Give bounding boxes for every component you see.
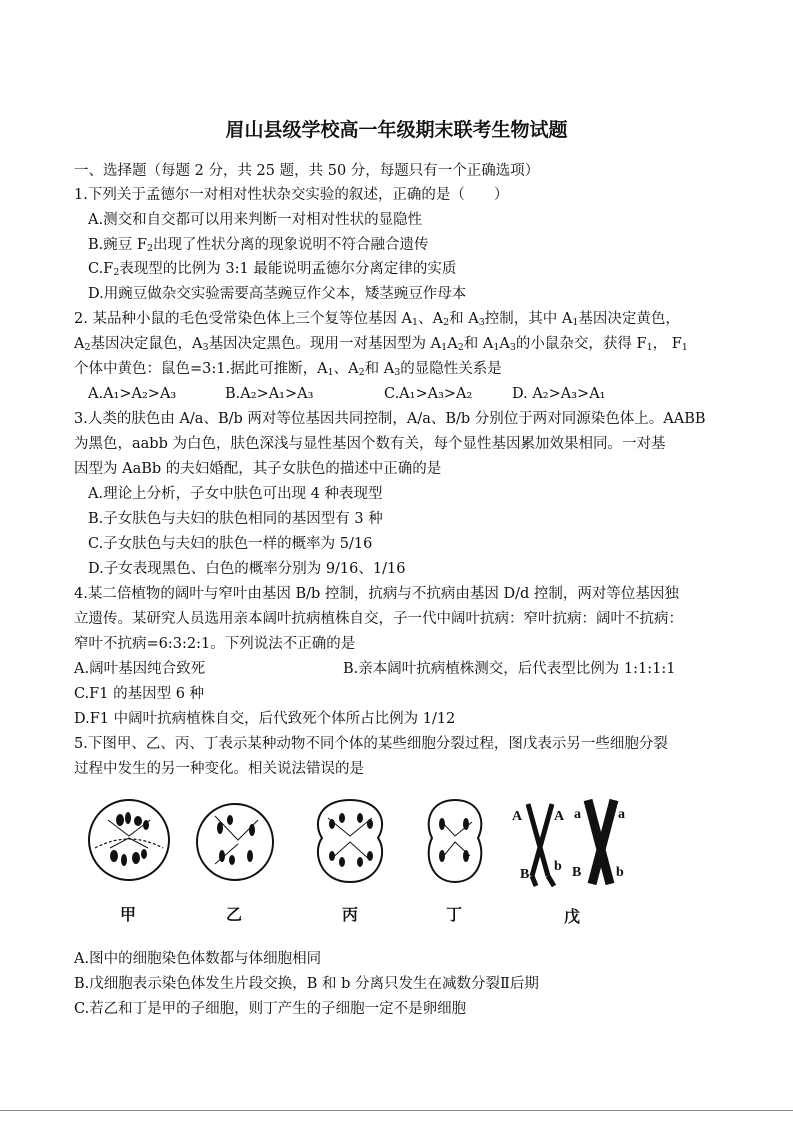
q1-option-a: A.测交和自交都可以用来判断一对相对性状的显隐性 [88,212,423,228]
figure-label-yi: 乙 [226,905,243,924]
q4-stem-line2: 立遗传。某研究人员选用亲本阔叶抗病植株自交，子一代中阔叶抗病：窄叶抗病：阔叶不抗病： [74,611,683,627]
q4-option-a: A.阔叶基因纯合致死 [74,661,206,677]
figure-label-wu: 戊 [564,907,581,926]
chromosome-pair-wu [528,800,614,886]
q3-stem-line2: 为黑色，aabb 为白色，肤色深浅与显性基因个数有关，每个显性基因累加效果相同。一对基 [74,436,666,452]
figure-label-jia: 甲 [120,905,137,924]
q4-option-d: D.F1 中阔叶抗病植株自交，后代致死个体所占比例为 1/12 [74,711,456,727]
q1-stem: 1.下列关于孟德尔一对相对性状杂交实验的叙述，正确的是（ ） [74,187,509,203]
q3-stem-line3: 因型为 AaBb 的夫妇婚配，其子女肤色的描述中正确的是 [74,461,442,477]
q4-option-b: B.亲本阔叶抗病植株测交，后代表型比例为 1:1:1:1 [343,661,676,677]
q1-option-c: $C.F_2$表现型的比例为 3:1 最能说明孟德尔分离定律的实质 [88,261,457,278]
allele-label-B-left: B [520,867,530,882]
allele-label-a-right: a [574,807,581,822]
q5-option-b: B.戊细胞表示染色体发生片段交换，B 和 b 分离只发生在减数分裂Ⅱ后期 [74,976,539,992]
allele-label-b-right: b [616,865,624,880]
cell-yi [197,804,273,880]
allele-label-B-right: B [572,865,582,880]
q5-stem-line1: 5.下图甲、乙、丙、丁表示某种动物不同个体的某些细胞分裂过程，图戊表示另一些细胞分裂 [74,736,668,752]
q4-stem-line3: 窄叶不抗病=6:3:2:1。下列说法不正确的是 [74,636,356,652]
allele-label-a-far: a [618,807,625,822]
q1-option-b: B.豌豆 $F_2$出现了性状分离的现象说明不符合融合遗传 [88,237,429,254]
allele-label-A-left: A [512,809,523,824]
cell-jia [89,800,169,880]
q5-stem-line2: 过程中发生的另一种变化。相关说法错误的是 [74,761,364,777]
figure-label-bing: 丙 [342,905,359,924]
q3-option-c: C.子女肤色与夫妇的肤色一样的概率为 5/16 [88,536,373,552]
q5-option-c: C.若乙和丁是甲的子细胞，则丁产生的子细胞一定不是卵细胞 [74,1001,467,1017]
q2-stem-line1: 2. 某品种小鼠的毛色受常染色体上三个复等位基因 $A_1$、$A_2$和 $A_3$控制，其中 $A_1$基因决定黄色， [74,311,680,328]
q2-option-d: D. A₂>A₃>A₁ [512,386,606,402]
q4-option-c: C.F1 的基因型 6 种 [74,686,205,702]
q4-stem-line1: 4.某二倍植物的阔叶与窄叶由基因 B/b 控制，抗病与不抗病由基因 D/d 控制，两对等位基因独 [74,586,679,602]
q2-option-b: B.A₂>A₁>A₃ [225,386,314,402]
allele-label-A-right: A [554,809,565,824]
q2-option-a: A.A₁>A₂>A₃ [88,386,177,402]
allele-label-b-left: b [554,859,562,874]
exam-title: 眉山县级学校高一年级期末联考生物试题 [225,119,568,141]
page-bottom-rule [0,1110,793,1111]
q3-option-d: D.子女表现黑色、白色的概率分别为 9/16、1/16 [88,561,406,577]
q3-stem-line1: 3.人类的肤色由 A/a、B/b 两对等位基因共同控制，A/a、B/b 分别位于两对同源染色体上。AABB [74,411,706,427]
q2-stem-line3: 个体中黄色：鼠色=3:1.据此可推断，$A_1$、$A_2$和 $A_3$的显隐性关系是 [74,361,502,378]
q2-stem-line2: $A_2$基因决定鼠色，$A_3$基因决定黑色。现用一对基因型为 $A_1A_2$和 $A_1A_3$的小鼠杂交，获得 $F_1$， $F_1$ [74,336,688,353]
q1-option-d: D.用豌豆做杂交实验需要高茎豌豆作父本，矮茎豌豆作母本 [88,286,467,302]
q5-option-a: A.图中的细胞染色体数都与体细胞相同 [74,951,322,967]
cell-division-figure [80,790,640,930]
q2-option-c: C.A₁>A₃>A₂ [384,386,473,402]
q3-option-a: A.理论上分析，子女中肤色可出现 4 种表现型 [88,486,383,502]
q3-option-b: B.子女肤色与夫妇的肤色相同的基因型有 3 种 [88,511,383,527]
cell-bing [318,800,382,882]
figure-label-ding: 丁 [446,905,463,924]
cell-ding [429,800,482,882]
section-heading: 一、选择题（每题 2 分，共 25 题，共 50 分，每题只有一个正确选项） [74,163,540,179]
